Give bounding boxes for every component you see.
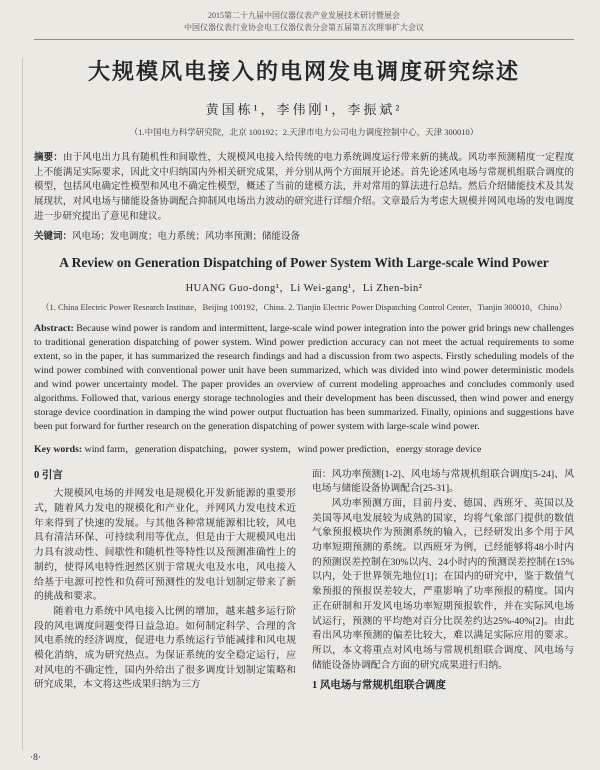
section-heading-1: 1 风电场与常规机组联合调度	[312, 680, 446, 692]
conference-header	[34, 10, 574, 35]
authors-en: HUANG Guo-dong¹，Li Wei-gang¹，Li Zhen-bin²	[185, 283, 423, 295]
abstract-cn-text: 由于风电出力具有随机性和间歇性，大规模风电接入给传统的电力系统调度运行带来新的挑战。风功率预测精度一定程度上不能满足实际要求，因此文中归纳国内外相关研究成果，并分别从两个方面展开论述。首先论述风电场与常规机组联合调度的模型，包括风电确定性模型和风电不确定性模型，概述了当前的建模方法，并对常用的算法进行总结。然后介绍储能技术及其发展现状，对风电场与储能设备协调配合抑制风电场出力波动的研究进行详细介绍。文章最后为考虑大规模并网风电场的发电调度进一步研究提出了意见和建议。	[34, 152, 574, 222]
header-divider	[34, 39, 574, 40]
section-heading-intro: 0 引言	[34, 469, 63, 481]
conference-header-line2: 中国仪器仪表行业协会电工仪器仪表分会第五届第五次理事扩大会议	[184, 23, 424, 33]
scan-binding-line	[22, 58, 23, 750]
right-column	[312, 468, 574, 694]
intro-paragraph-1: 大规模风电场的并网发电是规模化开发新能源的重要形式，随着风力发电的规模化和产业化，并网风力发电技术近年来得到了快速的发展。与其他各种常规能源相比较，风电具有清洁环保、可持续利用等优点，但是由于大规模风电出力具有波动性、间歇性和随机性等特性以及预测准确性上的制约，使得风电特性迥然区别于常规火电及水电，风电接入给基于电源可控性和负荷可预测性的发电计划制定带来了新的挑战和要求。	[34, 488, 296, 603]
abstract-en	[34, 322, 574, 433]
conference-header-line1: 2015第二十九届中国仪器仪表产业发展技术研讨暨展会	[208, 11, 400, 20]
abstract-cn-label: 摘要：	[34, 152, 63, 163]
keywords-en	[34, 441, 574, 455]
intro-paragraph-3: 风功率预测方面，目前丹麦、德国、西班牙、英国以及美国等风电发展较为成熟的国家，均将气象部门提供的数值气象预报模块作为预测系统的输入，已经研发出多个用于风功率短期预测的系统。以西班牙为例，已经能够将48小时内的预测误差控制在30%以内、24小时内的预测误差控制在15%以内，处于世界领先地位[1]；在国内的研究中，鉴于数值气象预报的预报误差较大，严重影响了功率预报的精度。国内正在研制和开发风电场功率短期预报软件，并在实际风电场试运行，预测的平均绝对百分比误差约达25%-40%[2]。由此看出风功率预测的偏差比较大，难以满足实际应用的要求。所以，本文将重点对风电场与常规机组联合调度、风电场与储能设备协调配合方面的研究成果进行归纳。	[312, 498, 574, 671]
keywords-cn	[34, 228, 574, 242]
abstract-cn	[34, 151, 574, 225]
affiliation-en: （1. China Electric Power Research Institute，Beijing 100192，China. 2. Tianjin Electric Power Dispatching Control Center，Tianjin 300010，China）	[41, 302, 567, 313]
abstract-en-label: Abstract:	[34, 323, 74, 335]
paper-title-en: A Review on Generation Dispatching of Power System With Large-scale Wind Power	[59, 255, 549, 271]
abstract-en-text: Because wind power is random and intermittent, large-scale wind power integration into the power grid brings new challenges to traditional generation dispatching of power system. Wind power prediction accuracy can not meet the actual requirements to some extent, so in the paper, it has summarized the research findings and had a discussion from two aspects. Firstly scheduling models of the wind power combined with conventional power unit have been summarized, which was divided into wind power deterministic models and wind power uncertainty model. The paper provides an overview of current modeling approaches and concludes commonly used algorithms. Followed that, various energy storage technologies and their development has been discussed, then wind power and energy storage device coordination in damping the wind power output fluctuation has been summarized. Finally, opinions and suggestions have been put forward for further research on the generation dispatching of power system with large-scale wind power.	[34, 323, 574, 432]
keywords-cn-label: 关键词：	[34, 232, 73, 243]
authors-cn: 黄国栋¹，李伟刚¹，李振斌²	[205, 101, 403, 117]
affiliation-cn: （1.中国电力科学研究院，北京 100192；2.天津市电力公司电力调度控制中心，天津 300010）	[129, 126, 479, 137]
keywords-cn-text: 风电场；发电调度；电力系统；风功率预测；储能设备	[72, 232, 301, 243]
keywords-en-text: wind farm，generation dispatching，power system，wind power prediction，energy storage device	[84, 443, 482, 455]
left-column	[34, 468, 296, 694]
paper-title-cn: 大规模风电接入的电网发电调度研究综述	[87, 58, 520, 84]
two-column-body	[34, 468, 574, 694]
keywords-en-label: Key words:	[34, 443, 83, 455]
intro-paragraph-2: 随着电力系统中风电接入比例的增加，越来越多运行阶段的风电调度问题变得日益急迫。如何制定科学、合理的含风电系统的经济调度，促进电力系统运行节能减排和风电规模化消纳，成为研究热点。为保证系统的安全稳定运行，应对风电的不确定性，国内外给出了很多调度计划制定策略和研究成果，本文将这些成果归纳为三方	[34, 605, 296, 691]
intro-paragraph-2-continued: 面：风功率预测[1-2]、风电场与常规机组联合调度[5-24]、风电场与储能设备协调配合[25-31]。	[312, 468, 574, 495]
page-number: ·8·	[30, 753, 42, 763]
